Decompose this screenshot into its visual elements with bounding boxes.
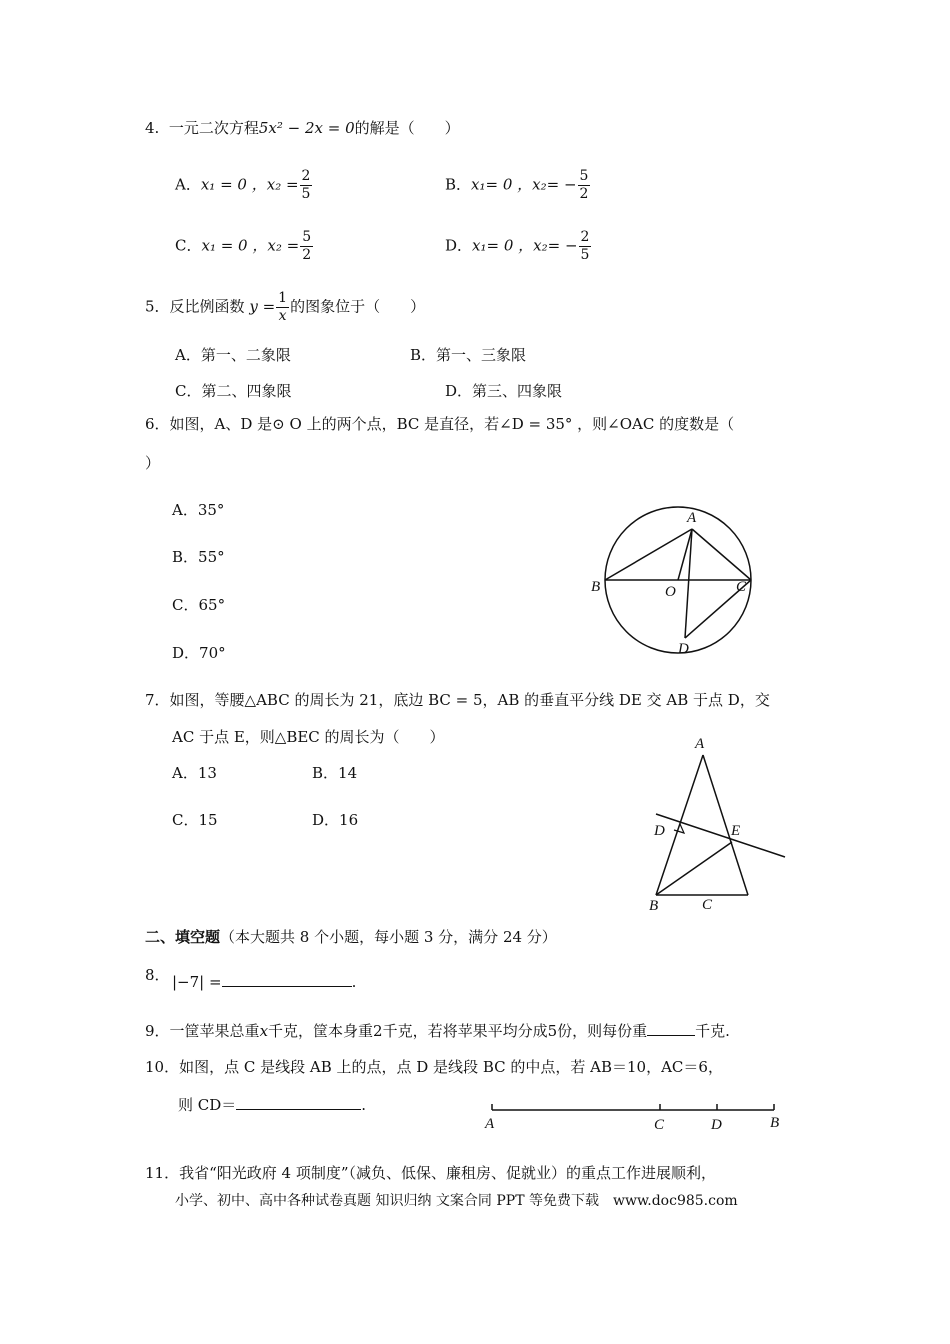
q10-ask-text: 则 CD＝ [178,1096,237,1114]
q8-number: 8． [145,966,170,984]
q5-option-b[interactable]: B．第一、三象限 [410,346,527,364]
q5-stem-end: 的图象位于（ ） [290,297,426,316]
label-b: B [591,579,601,595]
q4-stem-end: 的解是（ ） [354,119,460,137]
q7-option-a[interactable]: A．13 [172,764,217,782]
q6-option-b[interactable]: B．55° [172,548,225,566]
q6-stem-text: 如图，A、D 是⊙ O 上的两个点，BC 是直径，若∠D = 35° ，则∠OAC 的度数是（ [169,415,735,433]
fraction-denominator: x [278,308,287,324]
option-text: x₁ = 0 ，x₂ = [201,236,300,255]
q7-option-c[interactable]: C．15 [172,811,218,829]
q6-option-a[interactable]: A．35° [172,501,225,519]
q4-equation: 5x² − 2x = 0 [258,119,355,137]
q7-option-d[interactable]: D．16 [312,811,359,829]
fraction-denominator: 5 [301,186,311,202]
label-e: E [731,823,741,839]
option-sign: − [563,175,577,194]
q6-stem [145,414,734,434]
section2-heading [145,927,557,947]
q4-option-b[interactable] [445,168,591,203]
section2-title: 二、填空题 [145,928,221,946]
side-ac [703,755,748,895]
q11-number: 11． [145,1164,180,1182]
chord-ab [605,529,692,580]
label-a: A [695,736,705,752]
option-text: x₁= 0 ，x₂= [471,175,564,194]
q9-text: 份，则每份重 [557,1022,648,1040]
fraction-numerator: 2 [580,229,590,245]
label-d: D [711,1117,722,1133]
fraction-denominator: 5 [580,247,590,263]
fraction-numerator: 5 [579,168,589,184]
fraction-denominator: 2 [302,247,312,263]
label-b: B [649,898,659,914]
q6-circle-figure [590,505,760,665]
q5-stem-text: 反比例函数 [169,297,245,316]
q8 [145,965,170,985]
q4-option-a[interactable] [175,168,313,203]
q9 [145,1021,730,1041]
q4-option-c[interactable] [175,229,314,264]
q5-option-c[interactable]: C．第二、四象限 [175,382,292,400]
fraction [300,168,313,203]
q10-stem [145,1057,723,1077]
q4-number: 4. [145,119,160,137]
q10-number: 10． [145,1058,180,1076]
q8-expression: |−7| = [172,973,222,991]
q7-stem-text: 如图，等腰△ABC 的周长为 21，底边 BC = 5，AB 的垂直平分线 DE 交 AB 于点 D，交 [169,691,770,709]
q9-text-end: 千克. [695,1022,730,1040]
q5-function-lhs: y = [249,297,276,316]
label-a: A [485,1116,495,1132]
label-c: C [702,897,713,913]
fraction [578,168,591,203]
q7-option-b[interactable]: B．14 [312,764,358,782]
q9-variable: x [259,1022,269,1040]
option-label: D． [445,236,473,255]
q10-ask [178,1095,366,1115]
option-sign: − [564,236,578,255]
q4-stem-text: 一元二次方程 [168,119,259,137]
q5-number: 5． [145,297,170,316]
q7-stem-line2: AC 于点 E，则△BEC 的周长为（ ） [172,728,445,746]
chord-ad [685,529,692,638]
label-c: C [736,579,747,595]
q9-text: 千克，若将苹果平均分成 [382,1022,548,1040]
q5-option-a[interactable]: A．第一、二象限 [175,346,291,364]
q5-stem [145,290,425,325]
q5-option-d[interactable]: D．第三、四象限 [445,382,563,400]
q6-number: 6． [145,415,170,433]
q7-triangle-figure [640,730,800,915]
q9-text: 一筐苹果总重 [169,1022,260,1040]
fraction-numerator: 5 [302,229,312,245]
q11-stem [145,1163,716,1183]
q7-number: 7． [145,691,170,709]
option-label: A． [175,175,201,194]
q4-stem [145,118,460,138]
label-d: D [678,641,689,657]
label-d: D [654,823,665,839]
label-a: A [687,510,697,526]
segment-be [656,842,732,895]
q9-text: 千克，筐本身重 [268,1022,374,1040]
fraction-denominator: 2 [579,186,589,202]
label-o: O [665,584,676,600]
option-text: x₁= 0 ，x₂= [472,236,565,255]
q6-stem-end: ） [145,454,161,472]
q10-answer-blank[interactable] [236,1095,361,1110]
chord-ac [692,529,751,580]
option-label: C． [175,236,202,255]
q5-fraction [276,290,289,325]
q9-number: 9． [145,1022,170,1040]
fraction [579,229,592,264]
q10-segment-figure [480,1098,790,1138]
q8-end: . [351,973,357,991]
q8-answer-blank[interactable] [222,972,352,987]
option-label: B． [445,175,472,194]
option-text: x₁ = 0 ，x₂ = [200,175,299,194]
q11-stem-text: 我省“阳光政府 4 项制度”（减负、低保、廉租房、促就业）的重点工作进展顺利， [179,1164,717,1182]
q6-option-d[interactable]: D．70° [172,644,226,662]
q9-answer-blank[interactable] [647,1021,695,1036]
q8-expression-row [172,972,356,992]
footer-note[interactable]: 小学、初中、高中各种试卷真题 知识归纳 文案合同 PPT 等免费下载 www.doc985.com [175,1193,738,1209]
q10-end: . [361,1096,367,1114]
fraction-numerator: 1 [278,290,288,306]
fraction [300,229,313,264]
q9-number-five: 5 [547,1022,558,1040]
label-c: C [654,1117,665,1133]
section2-note: （本大题共 8 个小题，每小题 3 分，满分 24 分） [220,928,557,946]
q10-stem-text: 如图，点 C 是线段 AB 上的点，点 D 是线段 BC 的中点，若 AB＝10，AC＝6， [179,1058,723,1076]
q4-option-d[interactable] [445,229,592,264]
q9-number-two: 2 [373,1022,383,1040]
q6-option-c[interactable]: C．65° [172,596,226,614]
q7-stem-line1 [145,690,770,710]
label-b: B [770,1115,780,1131]
fraction-numerator: 2 [301,168,311,184]
